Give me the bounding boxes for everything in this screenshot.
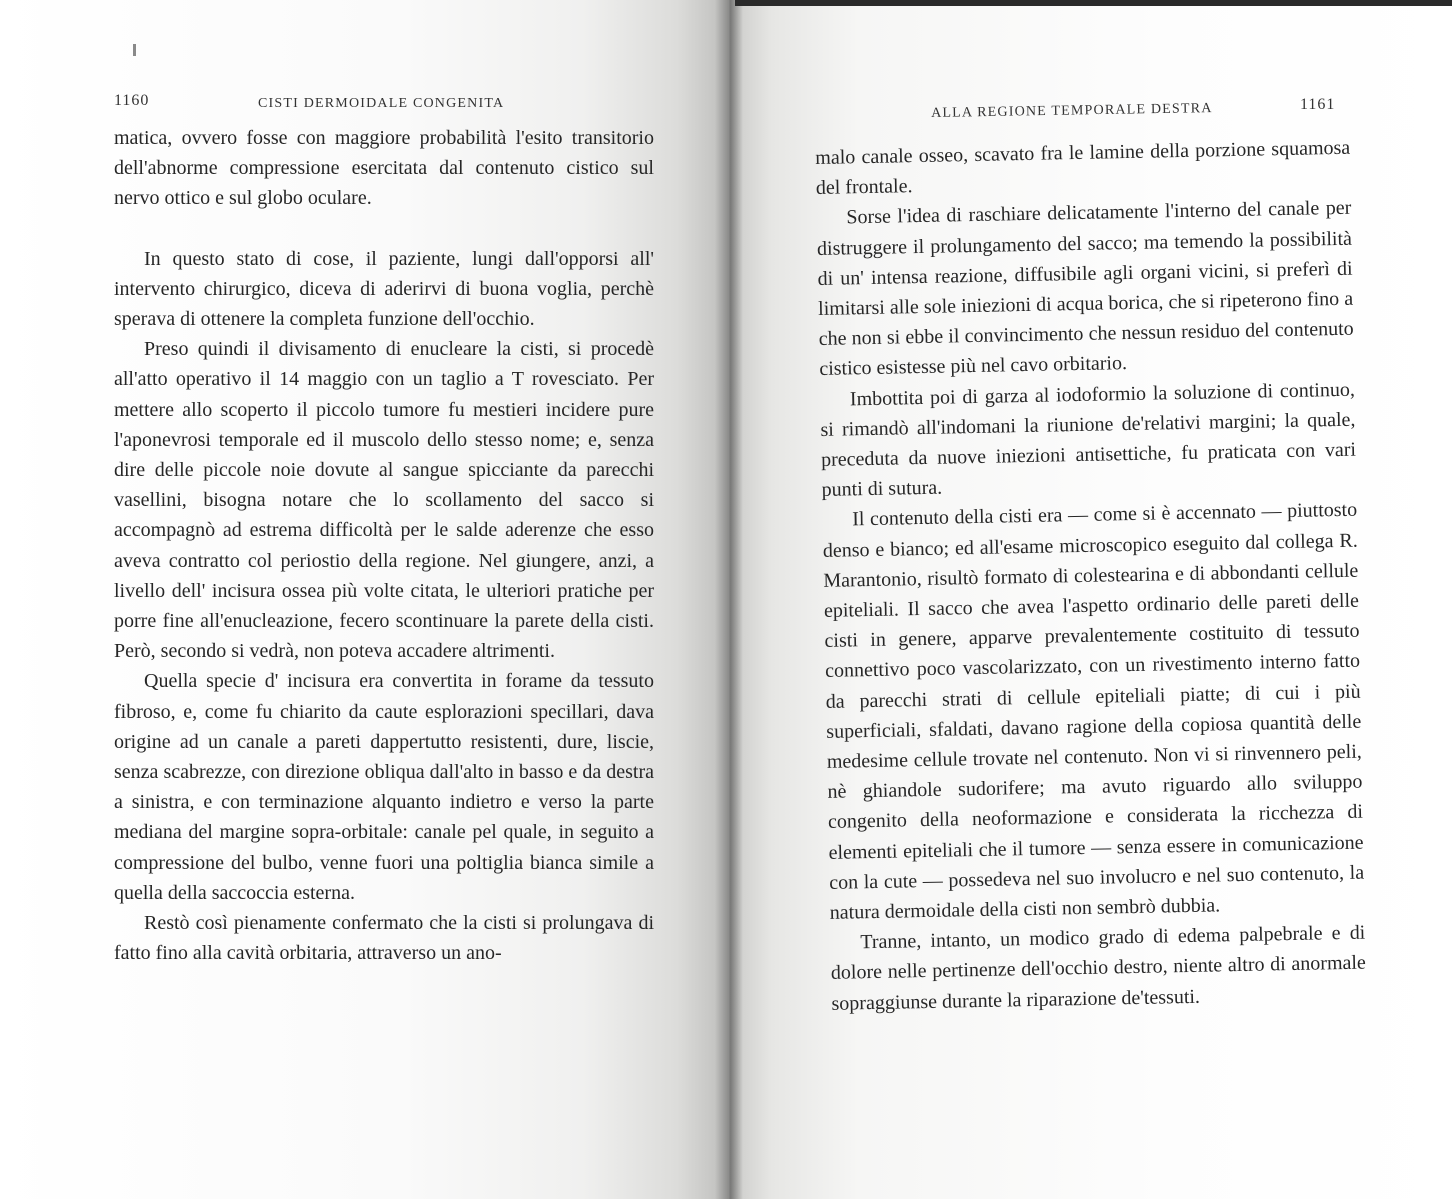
ink-mark [133,44,136,56]
right-body [815,133,1367,1019]
paragraph: Preso quindi il divisamento di enucleare la cisti, si procedè all'atto operativo il 14 maggio con un taglio a T rovesciato. Per mettere allo scoperto il piccolo tumore fu mestieri incidere pure l'aponevrosi temporale ed il muscolo dello stesso nome; e, senza dire delle piccole noie dovute al sangue spicciante da parecchi vasellini, bisogna notare che lo scollamento del sacco si accompagnò ad estrema difficoltà per le salde aderenze che esso aveva contratto col periostio della regione. Nel giungere, anzi, a livello dell' incisura ossea più volte citata, le ulteriori pratiche per porre fine all'enucleazione, fecero scontinuare la parete della cisti. Però, secondo si vedrà, non poteva accadere altrimenti. [114,338,654,663]
running-head-left: CISTI DERMOIDALE CONGENITA [258,96,505,111]
paragraph: Il contenuto della cisti era — come si è accennato — piuttosto denso e bianco; ed all'esame microscopico eseguito dal collega R. Marantonio, risultò formato di colestearina e di abbondanti cellule epiteliali. Il sacco che avea l'aspetto ordinario delle pareti delle cisti in genere, apparve prevalentemente costituito di tessuto connettivo poco vascolarizzato, con un rivestimento interno fatto da parecchi strati di cellule epiteliali piatte; di cui i più superficiali, sfaldati, davano ragione della copiosa quantità delle medesime cellule trovate nel contenuto. Non vi si rinvennero peli, nè ghiandole sudorifere; ma avuto riguardo allo sviluppo congenito della neoformazione e considerata la ricchezza di elementi epiteliali che il tumore — senza essere in comunicazione con la cute — possedeva nel suo involucro e nel suo contenuto, la natura dermoidale della cisti non sembrò dubbia. [822,499,1365,924]
paragraph: Quella specie d' incisura era convertita in forame da tessuto fibroso, e, come fu chiarito da caute esplorazioni specillari, dava origine ad un canale a pareti dappertutto resistenti, dure, liscie, senza scabrezze, con direzione obliqua dall'alto in basso e da destra a sinistra, e con terminazione alquanto indietro e verso la parte mediana del margine sopra-orbitale: canale pel quale, in seguito a compressione del bulbo, venne fuori una poltiglia bianca simile a quella della saccoccia esterna. [114,670,654,904]
page-top-edge [735,0,1452,6]
paragraph: Tranne, intanto, un modico grado di edema palpebrale e di dolore nelle pertinenze dell'occhio destro, niente altro di anormale sopraggiunse durante la riparazione de'tessuti. [830,921,1367,1015]
left-body [114,123,654,968]
running-head-right: ALLA REGIONE TEMPORALE DESTRA [931,101,1213,121]
paragraph: Sorse l'idea di raschiare delicatamente l'interno del canale per distruggere il prolungamento del sacco; ma temendo la possibilità di un' intensa reazione, diffusibile agli organi vicini, si preferì di limitarsi alle sole iniezioni di acqua borica, che si ripeterono fino a che non si ebbe il convincimento che nessun residuo del contenuto cistico esistesse più nel cavo orbitario. [816,197,1354,381]
paragraph: matica, ovvero fosse con maggiore probabilità l'esito transitorio dell'abnorme compressione esercitata dal contenuto cistico sul nervo ottico e sul globo oculare. [114,127,654,210]
page-number-right: 1161 [1300,96,1336,113]
book-gutter [715,0,743,1199]
paragraph: Imbottita poi di garza al iodoformio la soluzione di continuo, si rimandò all'indomani la riunione de'relativi margini; la quale, preceduta da nuove iniezioni antisettiche, fu praticata con vari punti di sutura. [820,378,1357,502]
paragraph: malo canale osseo, scavato fra le lamine della porzione squamosa del frontale. [815,136,1351,200]
paragraph: Restò così pienamente confermato che la cisti si prolungava di fatto fino alla cavità orbitaria, attraverso un ano- [114,912,654,965]
page-number-left: 1160 [114,92,150,109]
paragraph: In questo stato di cose, il paziente, lungi dall'opporsi all' intervento chirurgico, diceva di aderirvi di buona voglia, perchè sperava di ottenere la completa funzione dell'occhio. [114,247,654,331]
